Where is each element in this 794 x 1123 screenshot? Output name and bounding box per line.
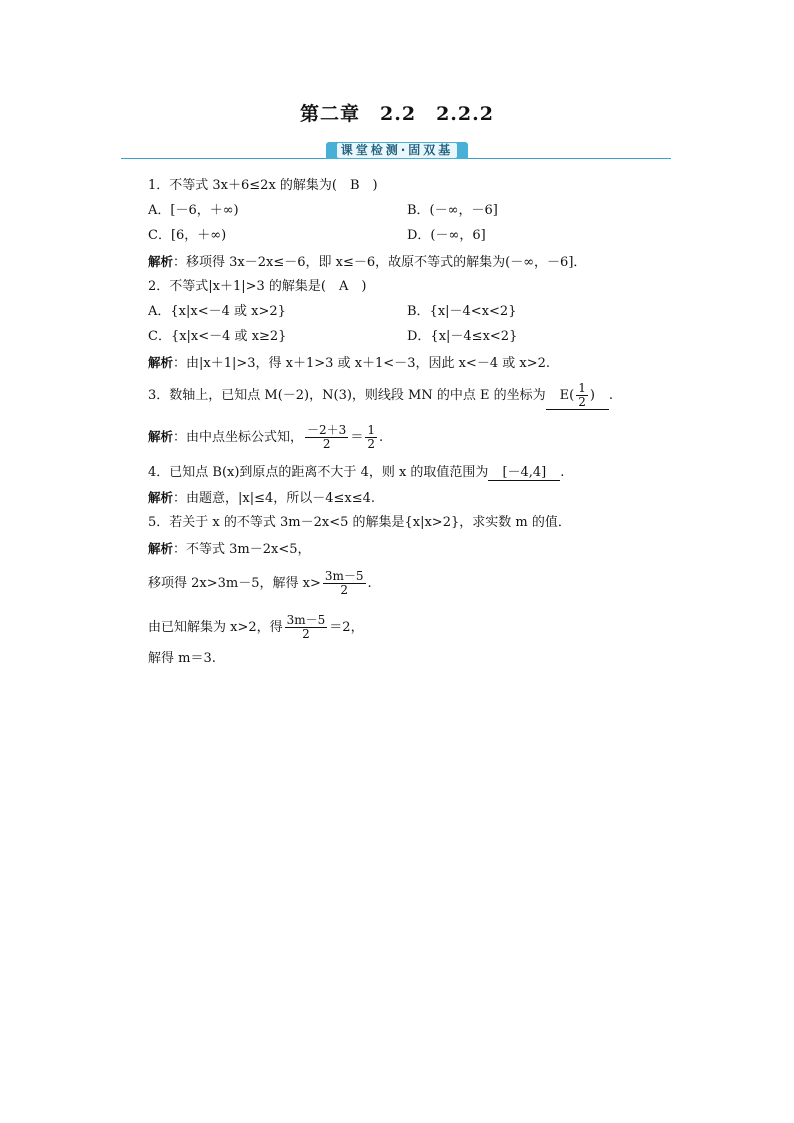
q5-step-2	[148, 614, 364, 641]
analysis-label: 解析	[148, 254, 174, 269]
fraction-numerator: 3m－5	[286, 613, 326, 627]
fraction-numerator: 3m－5	[324, 569, 364, 583]
fraction-denominator: 2	[578, 395, 586, 409]
q3-fraction-2	[365, 424, 377, 451]
q3-answer-fraction	[576, 382, 588, 409]
q1-analysis	[148, 254, 586, 271]
q4-analysis	[148, 490, 375, 507]
q3-analysis-end: .	[378, 430, 384, 445]
q2-stem: 2．不等式|x＋1|>3 的解集是( A )	[148, 279, 367, 294]
q5-step-1-fraction	[323, 570, 366, 597]
q4-analysis-text: ：由题意，|x|≤4，所以－4≤x≤4.	[173, 491, 376, 506]
q4-answer-blank: [－4,4]	[488, 465, 560, 481]
q5-step-2-end: ＝2，	[329, 620, 364, 635]
q2-option-d: D．{x|－4≤x<2}	[407, 329, 518, 344]
q5-step-1	[148, 570, 372, 597]
q2-option-a: A．{x|x<－4 或 x>2}	[148, 304, 286, 319]
q4-stem-end: .	[560, 465, 565, 480]
q1-option-a: A．[－6，＋∞)	[148, 203, 239, 218]
analysis-label: 解析	[148, 490, 174, 505]
q3-answer-blank	[546, 382, 609, 410]
q5-step-2-text: 由已知解集为 x>2，得	[148, 620, 283, 635]
q3-analysis	[148, 424, 383, 451]
q3-stem	[148, 382, 613, 410]
analysis-label: 解析	[148, 429, 174, 444]
q5-analysis	[148, 541, 311, 558]
fraction-numerator: 1	[578, 381, 586, 395]
analysis-label: 解析	[148, 541, 174, 556]
q1-stem: 1．不等式 3x＋6≤2x 的解集为( B )	[148, 178, 378, 193]
q2-option-c: C．{x|x<－4 或 x≥2}	[148, 329, 287, 344]
q3-answer-prefix: E(	[559, 388, 575, 403]
section-badge	[326, 142, 468, 159]
q5-step-2-fraction	[285, 614, 328, 641]
fraction-denominator: 2	[340, 583, 348, 597]
q1-analysis-text: ：移项得 3x－2x≤－6，即 x≤－6，故原不等式的解集为(－∞，－6]．	[173, 255, 587, 270]
q1-option-b: B．(－∞，－6]	[407, 203, 498, 218]
section-badge-label: 课堂检测·固双基	[337, 143, 458, 158]
fraction-denominator: 2	[302, 627, 310, 641]
q3-fraction-1	[305, 424, 348, 451]
q3-analysis-text: ：由中点坐标公式知，	[173, 430, 304, 445]
q1-option-d: D．(－∞，6]	[407, 228, 486, 243]
page-title: 第二章 2.2 2.2.2	[300, 103, 494, 125]
q5-step-3: 解得 m＝3.	[148, 651, 216, 666]
fraction-denominator: 2	[322, 437, 331, 451]
q1-option-c: C．[6，＋∞)	[148, 228, 227, 243]
q4-stem	[148, 465, 564, 481]
q2-option-b: B．{x|－4<x<2}	[407, 304, 517, 319]
analysis-label: 解析	[148, 355, 174, 370]
q4-stem-text: 4．已知点 B(x)到原点的距离不大于 4，则 x 的取值范围为	[148, 465, 489, 480]
q3-stem-text: 3．数轴上，已知点 M(－2)，N(3)，则线段 MN 的中点 E 的坐标为	[148, 388, 546, 403]
equals-sign: ＝	[350, 430, 364, 445]
q3-answer-suffix: )	[589, 388, 595, 403]
fraction-numerator: －2＋3	[307, 423, 347, 437]
q5-analysis-text: ：不等式 3m－2x<5，	[173, 542, 311, 557]
fraction-denominator: 2	[367, 437, 375, 451]
q5-stem: 5．若关于 x 的不等式 3m－2x<5 的解集是{x|x>2}，求实数 m 的值．	[148, 515, 571, 530]
fraction-numerator: 1	[367, 423, 375, 437]
q3-stem-end: .	[608, 388, 614, 403]
q2-analysis	[148, 355, 550, 372]
q5-step-1-text: 移项得 2x>3m－5，解得 x>	[148, 576, 321, 591]
q5-step-1-end: .	[367, 576, 372, 591]
q2-analysis-text: ：由|x＋1|>3，得 x＋1>3 或 x＋1<－3，因此 x<－4 或 x>2.	[173, 356, 550, 371]
